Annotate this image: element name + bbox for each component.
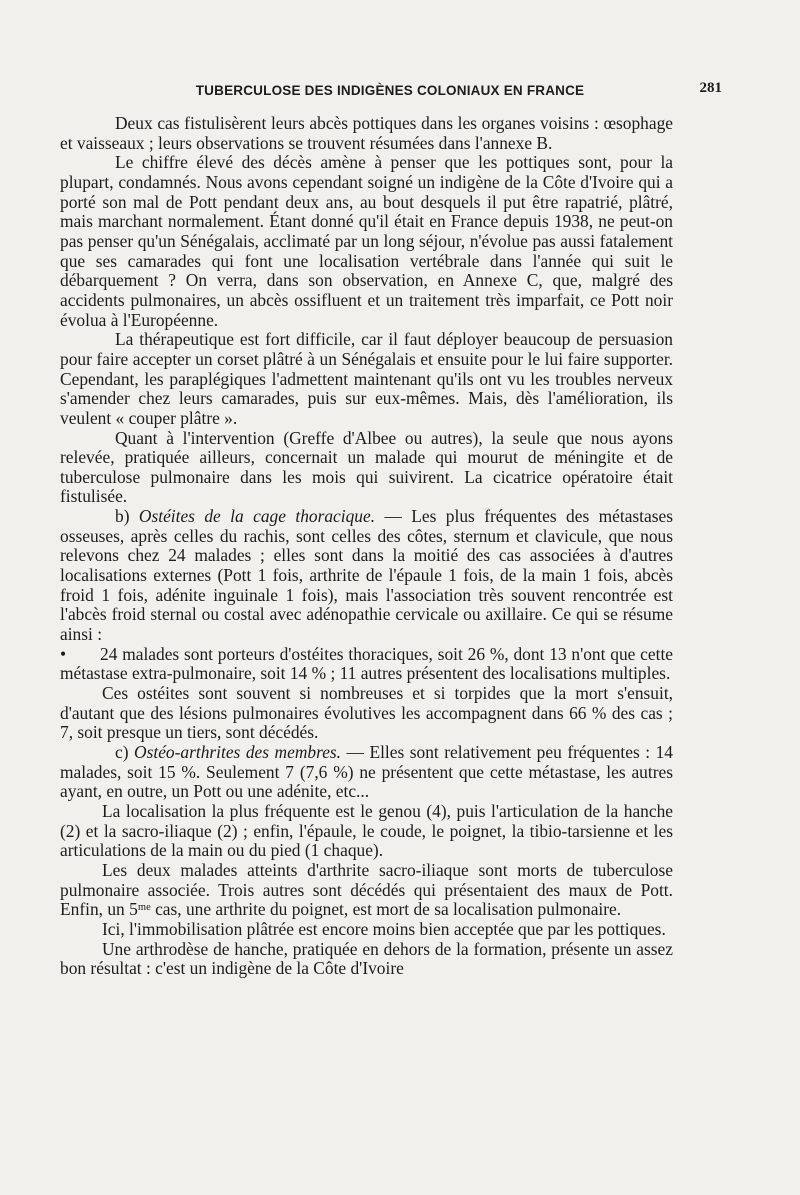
paragraph: Les deux malades atteints d'arthrite sacro-iliaque sont morts de tuberculose pulmonaire associée. Trois autres sont décédés qui présentaient des maux de Pott. Enfin, un 5ᵐᵉ cas, une arthrite du poignet, est mort de sa localisation pulmonaire. xyxy=(60,859,673,920)
page-header xyxy=(60,80,722,98)
section-c-title: Ostéo-arthrites des membres. xyxy=(134,742,342,762)
bullet-icon: • xyxy=(60,643,67,664)
section-c-marker: c) xyxy=(115,742,129,762)
paragraph: Quant à l'intervention (Greffe d'Albee ou autres), la seule que nous ayons relevée, pratiquée ailleurs, concernait un malade qui mourut de méningite et de tuberculose pulmonaire dans les mois qui suivirent. La cicatrice opératoire était fistulisée. xyxy=(60,427,673,507)
section-b-marker: b) xyxy=(115,506,130,527)
paragraph: Ici, l'immobilisation plâtrée est encore moins bien acceptée que par les pottiques. xyxy=(102,918,666,939)
paragraph: La localisation la plus fréquente est le genou (4), puis l'articulation de la hanche (2) et la sacro-iliaque (2) ; enfin, l'épaule, le coude, le poignet, la tibio-tarsienne et les articulations de la main ou du pied (1 chaque). xyxy=(60,800,673,861)
section-b-title: Ostéites de la cage thoracique. xyxy=(138,506,376,527)
paragraph: La thérapeutique est fort difficile, car il faut déployer beaucoup de persuasion pour faire accepter un corset plâtré à un Sénégalais et ensuite pour le lui faire supporter. Cependant, les paraplégiques l'admettent maintenant qu'ils ont vu les troubles nerveux s'amender chez leurs camarades, puis sur eux-mêmes. Mais, dès l'amélioration, ils veulent « couper plâtre ». xyxy=(60,329,673,428)
page-number: 281 xyxy=(699,80,722,96)
section-b-paragraph xyxy=(60,507,673,645)
body-text xyxy=(60,114,673,979)
section-c-paragraph xyxy=(60,743,673,802)
bullet-text: 24 malades sont porteurs d'ostéites thoraciques, soit 26 %, dont 13 n'ont que cette métastase extra-pulmonaire, soit 14 % ; 11 autres présentent des localisations multiples. xyxy=(60,643,673,684)
paragraph: Une arthrodèse de hanche, pratiquée en dehors de la formation, présente un assez bon résultat : c'est un indigène de la Côte d'Ivoire xyxy=(60,938,673,979)
section-b-text: — Les plus fréquentes des métastases osseuses, après celles du rachis, sont celles des côtes, sternum et clavicule, que nous relevons chez 24 malades ; elles sont dans la moitié des cas associées à d'autres localisations externes (Pott 1 fois, arthrite de l'épaule 1 fois, de la main 1 fois, abcès froid 1 fois, adénite inguinale 1 fois), mais l'association très souvent rencontrée est l'abcès froid sternal ou costal avec adénopathie cervicale ou axillaire. Ce qui se résume ainsi : xyxy=(60,506,673,645)
paragraph: Ces ostéites sont souvent si nombreuses et si torpides que la mort s'ensuit, d'autant que des lésions pulmonaires évolutives les accompagnent dans 66 % des cas ; 7, soit presque un tiers, sont décédés. xyxy=(60,683,673,743)
section-c-text: — Elles sont relativement peu fréquentes : 14 malades, soit 15 %. Seulement 7 (7,6 %) ne présentent que cette métastase, les autres ayant, en outre, un Pott ou une adénite, etc... xyxy=(60,742,673,802)
paragraph: Deux cas fistulisèrent leurs abcès pottiques dans les organes voisins : œsophage et vaisseaux ; leurs observations se trouvent résumées dans l'annexe B. xyxy=(60,113,673,153)
running-title: TUBERCULOSE DES INDIGÈNES COLONIAUX EN FRANCE xyxy=(195,83,585,98)
paragraph: Le chiffre élevé des décès amène à penser que les pottiques sont, pour la plupart, condamnés. Nous avons cependant soigné un indigène de la Côte d'Ivoire qui a porté son mal de Pott pendant deux ans, au bout desquels il put être rapatrié, plâtré, mais marchant normalement. Étant donné qu'il était en France depuis 1938, ne peut-on pas penser qu'un Sénégalais, acclimaté par un long séjour, n'évolue pas aussi fatalement que ses camarades qui font une localisation vertébrale dans l'année qui suit le débarquement ? On verra, dans son observation, en Annexe C, que, malgré des accidents pulmonaires, un abcès ossifluent et un traitement très imparfait, ce Pott noir évolua à l'Européenne. xyxy=(60,152,673,330)
bullet-item xyxy=(60,645,673,684)
